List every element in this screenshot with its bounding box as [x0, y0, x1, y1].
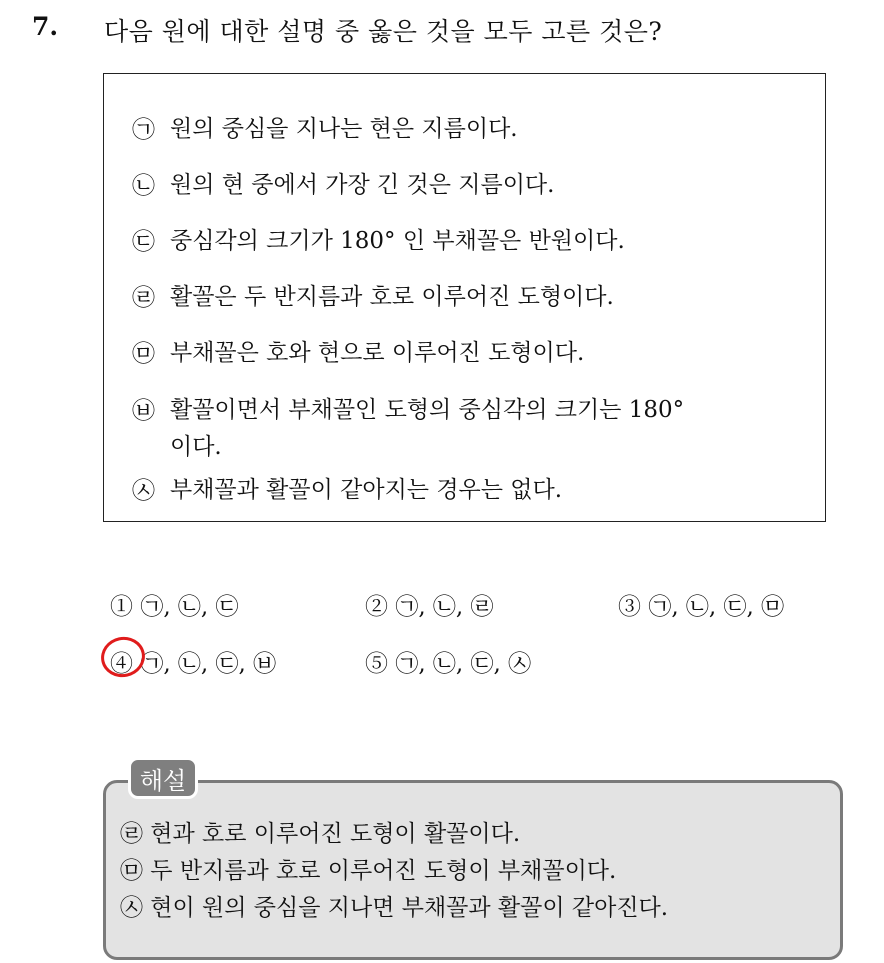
statement-text: 중심각의 크기가 180° 인 부채꼴은 반원이다.: [170, 228, 625, 254]
statement-4: [132, 279, 614, 316]
option-text: ㉠, ㉡, ㉢, ㉤: [648, 594, 785, 620]
statement-marker: ㉡: [132, 173, 155, 199]
option-text: ㉠, ㉡, ㉢: [140, 594, 239, 620]
statement-text: 활꼴은 두 반지름과 호로 이루어진 도형이다.: [170, 284, 614, 310]
explanation-tag: 해설: [128, 757, 198, 799]
statement-2: [132, 167, 554, 204]
statement-3: [132, 223, 625, 260]
option-number: ①: [110, 594, 133, 620]
statement-text-line1: 활꼴이면서 부채꼴인 도형의 중심각의 크기는 180°: [170, 397, 685, 423]
option-5[interactable]: [365, 645, 531, 678]
statement-1: [132, 111, 518, 148]
statement-text: 원의 현 중에서 가장 긴 것은 지름이다.: [170, 172, 555, 198]
statement-text: 원의 중심을 지나는 현은 지름이다.: [170, 116, 518, 142]
statement-5: [132, 335, 584, 372]
option-number: ⑤: [365, 651, 388, 677]
option-text: ㉠, ㉡, ㉢, ㉦: [395, 651, 532, 677]
question-text: 다음 원에 대한 설명 중 옳은 것을 모두 고른 것은?: [104, 17, 663, 46]
statement-marker: ㉤: [132, 341, 155, 367]
option-3[interactable]: [618, 588, 784, 621]
option-number: ④: [110, 651, 133, 677]
statement-6: [132, 392, 684, 466]
explanation-line-1: ㉣ 현과 호로 이루어진 도형이 활꼴이다.: [120, 821, 521, 847]
statement-marker: ㉢: [132, 229, 155, 255]
statement-marker: ㉣: [132, 285, 155, 311]
statement-text: 부채꼴은 호와 현으로 이루어진 도형이다.: [170, 340, 585, 366]
statement-text: [170, 392, 684, 466]
question-number: 7.: [32, 12, 59, 41]
option-1[interactable]: [110, 588, 239, 621]
option-text: ㉠, ㉡, ㉢, ㉥: [140, 651, 277, 677]
statement-marker: ㉠: [132, 117, 155, 143]
statement-text: 부채꼴과 활꼴이 같아지는 경우는 없다.: [170, 477, 563, 503]
explanation-line-3: ㉦ 현이 원의 중심을 지나면 부채꼴과 활꼴이 같아진다.: [120, 895, 669, 921]
option-2[interactable]: [365, 588, 494, 621]
statement-box: [103, 73, 826, 522]
option-number: ③: [618, 594, 641, 620]
statement-text-line2: 이다.: [170, 434, 222, 460]
explanation-line-2: ㉤ 두 반지름과 호로 이루어진 도형이 부채꼴이다.: [120, 858, 617, 884]
statement-marker: ㉥: [132, 398, 155, 424]
statement-7: [132, 472, 562, 509]
option-text: ㉠, ㉡, ㉣: [395, 594, 494, 620]
option-number: ②: [365, 594, 388, 620]
statement-marker: ㉦: [132, 478, 155, 504]
